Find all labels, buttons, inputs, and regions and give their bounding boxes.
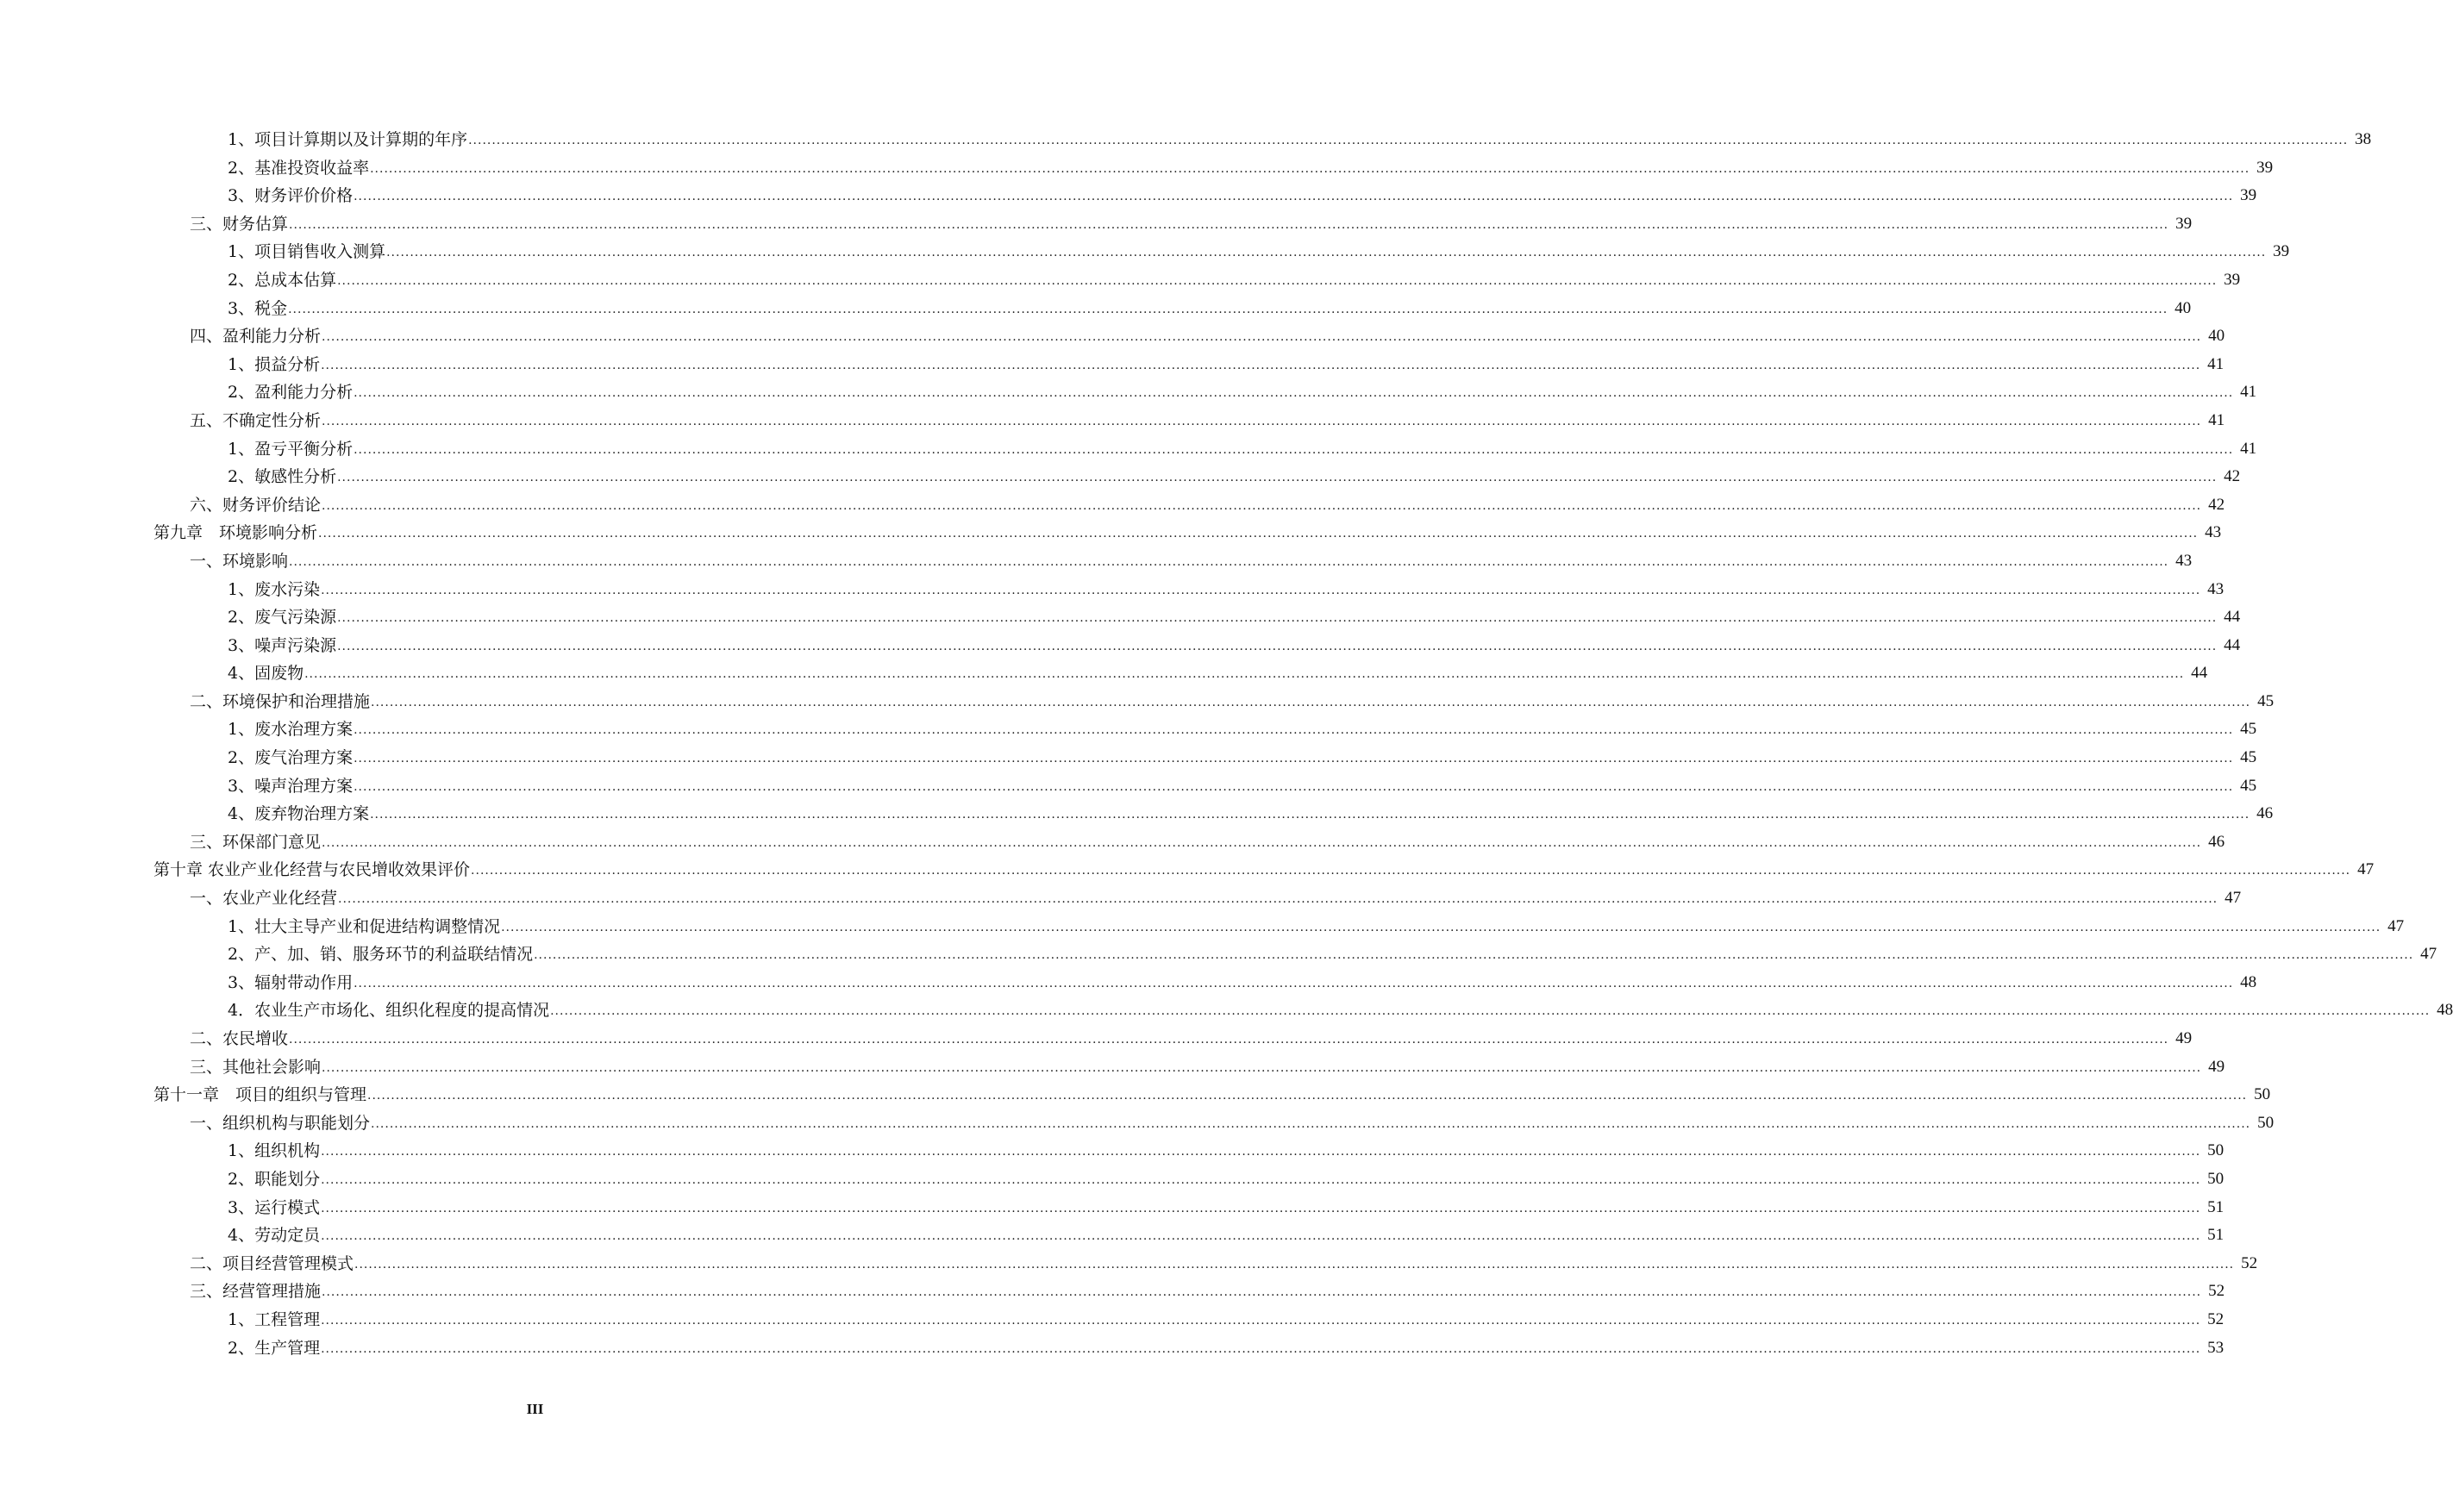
toc-entry-page-number: 51 — [2207, 1197, 2225, 1216]
toc-entry-page-number: 48 — [2437, 1001, 2453, 1020]
toc-entry-page-number: 39 — [2256, 158, 2274, 177]
toc-section-entry[interactable] — [0, 691, 2275, 721]
toc-entry-title: 4、固废物 — [228, 664, 304, 684]
toc-entry-title: 1、损益分析 — [228, 354, 321, 374]
toc-section-entry[interactable] — [0, 551, 2193, 580]
toc-section-entry[interactable] — [0, 495, 2225, 524]
toc-chapter-entry[interactable] — [0, 860, 2375, 889]
toc-entry-title: 3、噪声污染源 — [228, 635, 337, 655]
toc-subsection-entry[interactable] — [0, 1169, 2225, 1198]
toc-dot-leader: ................................................................................................................................................................................................................................................................................................................................................................................................................ — [534, 948, 2414, 963]
toc-entry-page-number: 50 — [2207, 1141, 2225, 1160]
toc-entry-title: 4．农业生产市场化、组织化程度的提高情况 — [228, 1001, 550, 1021]
toc-entry-title: 一、组织机构与职能划分 — [190, 1113, 371, 1133]
toc-dot-leader: ................................................................................................................................................................................................................................................................................................................................................................................................................ — [321, 1229, 2201, 1244]
toc-entry-page-number: 46 — [2208, 832, 2225, 851]
toc-dot-leader: ................................................................................................................................................................................................................................................................................................................................................................................................................ — [289, 217, 2169, 232]
toc-dot-leader: ................................................................................................................................................................................................................................................................................................................................................................................................................ — [321, 1145, 2201, 1159]
toc-dot-leader: ................................................................................................................................................................................................................................................................................................................................................................................................................ — [354, 442, 2234, 457]
toc-entry-page-number: 41 — [2208, 410, 2225, 429]
toc-dot-leader: ................................................................................................................................................................................................................................................................................................................................................................................................................ — [321, 1201, 2201, 1215]
toc-dot-leader: ................................................................................................................................................................................................................................................................................................................................................................................................................ — [322, 414, 2202, 428]
toc-dot-leader: ................................................................................................................................................................................................................................................................................................................................................................................................................ — [367, 1089, 2248, 1103]
toc-entry-title: 2、职能划分 — [228, 1169, 321, 1189]
toc-entry-title: 三、环保部门意见 — [190, 832, 322, 852]
toc-dot-leader: ................................................................................................................................................................................................................................................................................................................................................................................................................ — [371, 695, 2251, 709]
toc-entry-page-number: 51 — [2207, 1226, 2225, 1245]
toc-entry-page-number: 39 — [2175, 214, 2193, 233]
toc-subsection-entry[interactable] — [0, 579, 2225, 609]
toc-entry-page-number: 48 — [2240, 972, 2257, 991]
toc-subsection-entry[interactable] — [0, 270, 2241, 299]
toc-subsection-entry[interactable] — [0, 1141, 2225, 1170]
toc-entry-title: 1、盈亏平衡分析 — [228, 439, 354, 459]
toc-entry-page-number: 44 — [2191, 664, 2208, 683]
toc-subsection-entry[interactable] — [0, 748, 2257, 777]
toc-entry-page-number: 52 — [2207, 1309, 2225, 1328]
toc-entry-page-number: 46 — [2256, 804, 2274, 823]
toc-dot-leader: ................................................................................................................................................................................................................................................................................................................................................................................................................ — [321, 1313, 2201, 1328]
toc-entry-page-number: 52 — [2208, 1282, 2225, 1301]
toc-dot-leader: ................................................................................................................................................................................................................................................................................................................................................................................................................ — [322, 835, 2202, 850]
toc-chapter-entry[interactable] — [0, 1085, 2271, 1114]
toc-subsection-entry[interactable] — [0, 916, 2405, 946]
toc-dot-leader: ................................................................................................................................................................................................................................................................................................................................................................................................................ — [322, 1285, 2202, 1300]
toc-entry-title: 第九章 环境影响分析 — [153, 523, 318, 543]
toc-entry-title: 一、农业产业化经营 — [190, 889, 338, 909]
toc-dot-leader: ................................................................................................................................................................................................................................................................................................................................................................................................................ — [322, 498, 2202, 513]
toc-dot-leader: ................................................................................................................................................................................................................................................................................................................................................................................................................ — [322, 1060, 2202, 1075]
toc-dot-leader: ................................................................................................................................................................................................................................................................................................................................................................................................................ — [371, 1116, 2251, 1131]
toc-entry-title: 第十章 农业产业化经营与农民增收效果评价 — [153, 860, 471, 880]
toc-entry-title: 3、税金 — [228, 298, 288, 318]
toc-dot-leader: ................................................................................................................................................................................................................................................................................................................................................................................................................ — [337, 273, 2218, 288]
toc-entry-title: 2、敏感性分析 — [228, 467, 337, 487]
toc-dot-leader: ................................................................................................................................................................................................................................................................................................................................................................................................................ — [322, 330, 2202, 345]
toc-subsection-entry[interactable] — [0, 635, 2241, 665]
toc-entry-title: 4、废弃物治理方案 — [228, 804, 370, 824]
toc-entry-page-number: 49 — [2208, 1057, 2225, 1076]
toc-entry-page-number: 50 — [2207, 1169, 2225, 1188]
toc-entry-title: 三、经营管理措施 — [190, 1282, 322, 1302]
toc-subsection-entry[interactable] — [0, 158, 2274, 187]
toc-entry-title: 4、劳动定员 — [228, 1226, 321, 1246]
toc-subsection-entry[interactable] — [0, 945, 2437, 973]
toc-entry-title: 2、盈利能力分析 — [228, 383, 354, 403]
toc-dot-leader: ................................................................................................................................................................................................................................................................................................................................................................................................................ — [354, 1257, 2235, 1271]
toc-section-entry[interactable] — [0, 889, 2242, 917]
toc-entry-page-number: 41 — [2240, 383, 2257, 402]
toc-section-entry[interactable] — [0, 1253, 2258, 1283]
toc-section-entry[interactable] — [0, 1029, 2193, 1058]
toc-subsection-entry[interactable] — [0, 130, 2372, 159]
toc-section-entry[interactable] — [0, 327, 2225, 355]
toc-dot-leader: ................................................................................................................................................................................................................................................................................................................................................................................................................ — [550, 1004, 2431, 1019]
toc-dot-leader: ................................................................................................................................................................................................................................................................................................................................................................................................................ — [337, 639, 2218, 653]
toc-entry-title: 1、工程管理 — [228, 1309, 321, 1329]
toc-dot-leader: ................................................................................................................................................................................................................................................................................................................................................................................................................ — [304, 667, 2185, 682]
toc-section-entry[interactable] — [0, 1113, 2275, 1142]
toc-subsection-entry[interactable] — [0, 1001, 2453, 1029]
toc-entry-page-number: 42 — [2224, 467, 2241, 486]
toc-entry-page-number: 45 — [2240, 720, 2257, 739]
toc-entry-page-number: 47 — [2387, 916, 2405, 935]
toc-entry-title: 二、农民增收 — [190, 1029, 289, 1048]
toc-section-entry[interactable] — [0, 1057, 2225, 1086]
toc-subsection-entry[interactable] — [0, 186, 2257, 215]
toc-entry-title: 六、财务评价结论 — [190, 495, 322, 515]
toc-dot-leader: ................................................................................................................................................................................................................................................................................................................................................................................................................ — [370, 161, 2250, 176]
toc-dot-leader: ................................................................................................................................................................................................................................................................................................................................................................................................................ — [370, 808, 2250, 822]
toc-entry-page-number: 44 — [2224, 635, 2241, 654]
toc-subsection-entry[interactable] — [0, 1226, 2225, 1254]
toc-dot-leader: ................................................................................................................................................................................................................................................................................................................................................................................................................ — [354, 779, 2234, 794]
toc-dot-leader: ................................................................................................................................................................................................................................................................................................................................................................................................................ — [468, 134, 2349, 147]
toc-subsection-entry[interactable] — [0, 608, 2241, 636]
toc-entry-page-number: 50 — [2257, 1113, 2275, 1132]
toc-entry-page-number: 40 — [2175, 298, 2192, 317]
toc-section-entry[interactable] — [0, 214, 2193, 243]
toc-entry-title: 3、噪声治理方案 — [228, 776, 354, 796]
toc-subsection-entry[interactable] — [0, 972, 2257, 1002]
toc-dot-leader: ................................................................................................................................................................................................................................................................................................................................................................................................................ — [337, 611, 2218, 626]
toc-dot-leader: ................................................................................................................................................................................................................................................................................................................................................................................................................ — [337, 471, 2218, 485]
toc-subsection-entry[interactable] — [0, 720, 2257, 748]
toc-dot-leader: ................................................................................................................................................................................................................................................................................................................................................................................................................ — [471, 864, 2351, 878]
toc-dot-leader: ................................................................................................................................................................................................................................................................................................................................................................................................................ — [321, 1172, 2201, 1187]
toc-subsection-entry[interactable] — [0, 439, 2257, 468]
toc-entry-page-number: 47 — [2420, 945, 2437, 964]
toc-subsection-entry[interactable] — [0, 467, 2241, 496]
toc-dot-leader: ................................................................................................................................................................................................................................................................................................................................................................................................................ — [318, 527, 2199, 541]
toc-dot-leader: ................................................................................................................................................................................................................................................................................................................................................................................................................ — [321, 583, 2201, 597]
toc-dot-leader: ................................................................................................................................................................................................................................................................................................................................................................................................................ — [321, 1341, 2201, 1356]
toc-subsection-entry[interactable] — [0, 664, 2208, 692]
toc-dot-leader: ................................................................................................................................................................................................................................................................................................................................................................................................................ — [386, 246, 2267, 260]
toc-entry-title: 1、组织机构 — [228, 1141, 321, 1161]
toc-entry-title: 五、不确定性分析 — [190, 410, 322, 430]
toc-dot-leader: ................................................................................................................................................................................................................................................................................................................................................................................................................ — [289, 554, 2169, 569]
toc-entry-title: 1、废水污染 — [228, 579, 321, 599]
toc-entry-title: 2、生产管理 — [228, 1338, 321, 1358]
toc-entry-title: 3、运行模式 — [228, 1197, 321, 1217]
toc-entry-title: 2、总成本估算 — [228, 270, 337, 290]
page-number: III — [526, 1401, 544, 1417]
toc-dot-leader: ................................................................................................................................................................................................................................................................................................................................................................................................................ — [354, 723, 2234, 738]
toc-entry-title: 1、壮大主导产业和促进结构调整情况 — [228, 916, 501, 936]
toc-entry-title: 3、辐射带动作用 — [228, 972, 354, 992]
toc-entry-title: 三、财务估算 — [190, 214, 289, 234]
toc-entry-title: 2、废气治理方案 — [228, 748, 354, 768]
toc-chapter-entry[interactable] — [0, 523, 2222, 552]
toc-entry-title: 2、产、加、销、服务环节的利益联结情况 — [228, 945, 534, 965]
toc-dot-leader: ................................................................................................................................................................................................................................................................................................................................................................................................................ — [289, 1033, 2169, 1047]
toc-dot-leader: ................................................................................................................................................................................................................................................................................................................................................................................................................ — [338, 892, 2218, 907]
toc-entry-page-number: 45 — [2240, 776, 2257, 795]
toc-dot-leader: ................................................................................................................................................................................................................................................................................................................................................................................................................ — [354, 976, 2234, 990]
toc-entry-page-number: 43 — [2205, 523, 2222, 542]
toc-entry-page-number: 50 — [2254, 1085, 2271, 1104]
toc-entry-title: 1、项目销售收入测算 — [228, 242, 386, 262]
toc-entry-page-number: 47 — [2357, 860, 2375, 879]
toc-entry-title: 2、基准投资收益率 — [228, 158, 370, 178]
toc-entry-title: 1、项目计算期以及计算期的年序 — [228, 130, 468, 149]
toc-section-entry[interactable] — [0, 410, 2225, 440]
toc-entry-title: 2、废气污染源 — [228, 608, 337, 628]
toc-section-entry[interactable] — [0, 832, 2225, 861]
toc-section-entry[interactable] — [0, 1282, 2225, 1310]
toc-entry-page-number: 45 — [2240, 748, 2257, 767]
toc-entry-page-number: 39 — [2240, 186, 2257, 205]
toc-subsection-entry[interactable] — [0, 1197, 2225, 1227]
toc-subsection-entry[interactable] — [0, 298, 2192, 328]
toc-dot-leader: ................................................................................................................................................................................................................................................................................................................................................................................................................ — [354, 752, 2234, 766]
toc-entry-title: 1、废水治理方案 — [228, 720, 354, 740]
toc-entry-page-number: 40 — [2208, 327, 2225, 346]
toc-subsection-entry[interactable] — [0, 1309, 2225, 1339]
toc-entry-page-number: 53 — [2207, 1338, 2225, 1357]
toc-dot-leader: ................................................................................................................................................................................................................................................................................................................................................................................................................ — [501, 920, 2381, 934]
toc-entry-page-number: 41 — [2207, 354, 2225, 373]
toc-entry-page-number: 41 — [2240, 439, 2257, 458]
table-of-contents — [0, 130, 2453, 1366]
toc-entry-page-number: 44 — [2224, 608, 2241, 627]
toc-entry-title: 第十一章 项目的组织与管理 — [153, 1085, 367, 1105]
toc-subsection-entry[interactable] — [0, 804, 2274, 833]
toc-entry-page-number: 39 — [2224, 270, 2241, 289]
toc-entry-page-number: 43 — [2207, 579, 2225, 598]
toc-entry-page-number: 38 — [2355, 130, 2372, 148]
toc-entry-page-number: 39 — [2273, 242, 2290, 261]
toc-entry-title: 3、财务评价价格 — [228, 186, 354, 206]
toc-entry-title: 三、其他社会影响 — [190, 1057, 322, 1077]
toc-subsection-entry[interactable] — [0, 242, 2290, 271]
toc-subsection-entry[interactable] — [0, 383, 2257, 411]
toc-entry-page-number: 52 — [2241, 1253, 2258, 1272]
toc-subsection-entry[interactable] — [0, 776, 2257, 805]
toc-entry-title: 二、环境保护和治理措施 — [190, 691, 371, 711]
toc-subsection-entry[interactable] — [0, 1338, 2225, 1367]
toc-entry-page-number: 43 — [2175, 551, 2193, 570]
toc-dot-leader: ................................................................................................................................................................................................................................................................................................................................................................................................................ — [288, 302, 2168, 316]
toc-entry-page-number: 47 — [2225, 889, 2242, 908]
toc-entry-title: 一、环境影响 — [190, 551, 289, 571]
toc-dot-leader: ................................................................................................................................................................................................................................................................................................................................................................................................................ — [321, 358, 2201, 372]
toc-entry-page-number: 42 — [2208, 495, 2225, 514]
toc-entry-title: 四、盈利能力分析 — [190, 327, 322, 347]
toc-entry-title: 二、项目经营管理模式 — [190, 1253, 354, 1273]
toc-entry-page-number: 49 — [2175, 1029, 2193, 1047]
toc-dot-leader: ................................................................................................................................................................................................................................................................................................................................................................................................................ — [354, 190, 2234, 204]
toc-entry-page-number: 45 — [2257, 691, 2275, 710]
toc-subsection-entry[interactable] — [0, 354, 2225, 384]
toc-dot-leader: ................................................................................................................................................................................................................................................................................................................................................................................................................ — [354, 386, 2234, 401]
